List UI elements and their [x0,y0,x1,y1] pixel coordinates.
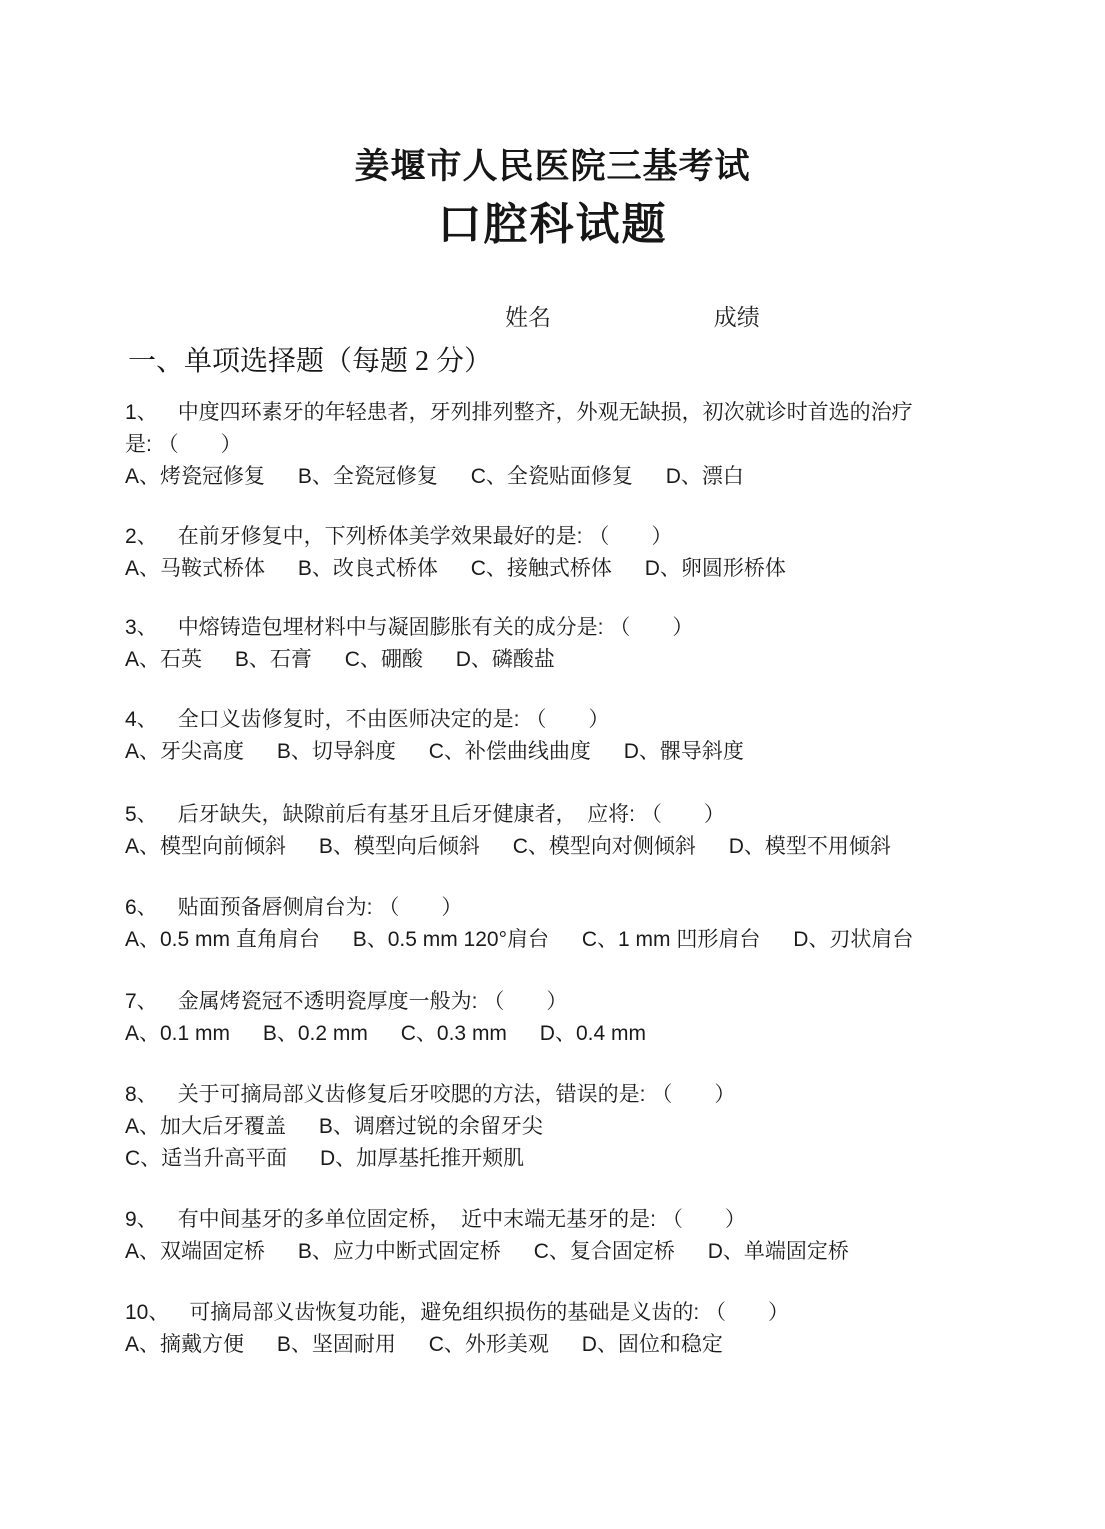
question-1-option-d: D、漂白 [665,465,744,488]
question-1-text [125,397,935,461]
question-8-option-c: C、适当升高平面 [125,1147,288,1170]
question-9-option-c: C、复合固定桥 [533,1240,675,1263]
question-5 [125,799,955,863]
section-heading: 一、单项选择题（每题 2 分） [128,346,493,377]
question-2-number: 2、 [125,525,158,548]
question-8 [125,1079,955,1175]
question-10-number: 10、 [125,1301,170,1324]
doc-subtitle: 口腔科试题 [437,200,668,249]
question-5-option-b: B、模型向后倾斜 [318,835,480,858]
question-4-options [125,736,955,768]
question-10-options [125,1329,955,1361]
question-7-options [125,1018,955,1050]
question-6-text [125,892,935,924]
question-9-option-d: D、单端固定桥 [707,1240,849,1263]
question-1-option-b: B、全瓷冠修复 [297,465,438,488]
question-5-options [125,831,955,863]
question-6-number: 6、 [125,896,158,919]
question-10 [125,1297,955,1361]
question-2 [125,521,955,585]
question-5-body: 后牙缺失，缺隙前后有基牙且后牙健康者， 应将: （ ） [177,803,725,826]
question-2-option-d: D、卵圆形桥体 [644,557,786,580]
question-4-option-c: C、补偿曲线曲度 [428,740,591,763]
question-9-option-a: A、双端固定桥 [125,1240,266,1263]
question-8-option-a: A、加大后牙覆盖 [125,1115,287,1138]
name-label: 姓名 [505,305,551,330]
question-4-option-d: D、髁导斜度 [623,740,744,763]
name-score-row [505,299,760,332]
question-1-option-c: C、全瓷贴面修复 [470,465,633,488]
question-10-option-c: C、外形美观 [428,1333,549,1356]
question-3-option-c: C、硼酸 [344,648,423,671]
question-9 [125,1204,955,1268]
question-3-text [125,612,935,644]
question-3-body: 中熔铸造包埋材料中与凝固膨胀有关的成分是: （ ） [177,616,694,639]
question-8-options-row-1 [125,1111,955,1143]
question-10-option-b: B、坚固耐用 [276,1333,396,1356]
question-7 [125,986,955,1050]
question-5-option-d: D、模型不用倾斜 [728,835,891,858]
question-7-option-a: A、0.1 mm [125,1022,231,1045]
score-label: 成绩 [713,305,760,330]
question-1-options [125,461,955,493]
question-8-options-row-2 [125,1143,955,1175]
question-6-option-a: A、0.5 mm 直角肩台 [125,928,320,951]
question-6-option-b: B、0.5 mm 120°肩台 [352,928,549,951]
question-6-option-d: D、刃状肩台 [793,928,914,951]
question-3-option-b: B、石膏 [234,648,312,671]
question-7-option-b: B、0.2 mm [262,1022,368,1045]
question-2-option-c: C、接触式桥体 [470,557,612,580]
question-4-number: 4、 [125,708,158,731]
question-9-option-b: B、应力中断式固定桥 [297,1240,501,1263]
question-6-option-c: C、1 mm 凹形肩台 [581,928,761,951]
question-6-body: 贴面预备唇侧肩台为: （ ） [177,896,463,919]
question-7-option-d: D、0.4 mm [539,1022,646,1045]
question-7-text [125,986,935,1018]
question-7-option-c: C、0.3 mm [400,1022,507,1045]
question-4-body: 全口义齿修复时，不由医师决定的是: （ ） [177,708,610,731]
question-3-option-a: A、石英 [125,648,203,671]
question-8-text [125,1079,935,1111]
question-9-number: 9、 [125,1208,158,1231]
question-2-body: 在前牙修复中，下列桥体美学效果最好的是: （ ） [177,525,673,548]
question-2-option-a: A、马鞍式桥体 [125,557,266,580]
question-3-option-d: D、磷酸盐 [455,648,555,671]
question-1-body: 中度四环素牙的年轻患者，牙列排列整齐，外观无缺损，初次就诊时首选的治疗是: （ ） [125,401,913,456]
question-4 [125,704,955,768]
question-2-option-b: B、改良式桥体 [297,557,438,580]
question-4-option-a: A、牙尖高度 [125,740,245,763]
question-2-options [125,553,955,585]
question-2-text [125,521,935,553]
question-5-text [125,799,935,831]
question-10-option-d: D、固位和稳定 [581,1333,723,1356]
question-5-option-c: C、模型向对侧倾斜 [512,835,696,858]
question-4-text [125,704,935,736]
question-9-text [125,1204,935,1236]
question-6 [125,892,955,956]
question-8-number: 8、 [125,1083,158,1106]
question-5-number: 5、 [125,803,158,826]
question-8-body: 关于可摘局部义齿修复后牙咬腮的方法，错误的是: （ ） [177,1083,736,1106]
question-4-option-b: B、切导斜度 [276,740,396,763]
question-3-options [125,644,955,676]
question-3 [125,612,955,676]
question-10-option-a: A、摘戴方便 [125,1333,245,1356]
question-1 [125,397,955,493]
question-8-option-b: B、调磨过锐的余留牙尖 [318,1115,543,1138]
question-7-number: 7、 [125,990,158,1013]
question-1-number: 1、 [125,401,158,424]
question-8-option-d: D、加厚基托推开颊肌 [320,1147,525,1170]
question-10-text [125,1297,935,1329]
question-5-option-a: A、模型向前倾斜 [125,835,287,858]
question-10-body: 可摘局部义齿恢复功能，避免组织损伤的基础是义齿的: （ ） [189,1301,790,1324]
question-3-number: 3、 [125,616,158,639]
question-9-body: 有中间基牙的多单位固定桥， 近中末端无基牙的是: （ ） [177,1208,746,1231]
question-9-options [125,1236,955,1268]
question-7-body: 金属烤瓷冠不透明瓷厚度一般为: （ ） [177,990,568,1013]
doc-title: 姜堰市人民医院三基考试 [354,147,751,186]
question-1-option-a: A、烤瓷冠修复 [125,465,266,488]
question-6-options [125,924,955,956]
